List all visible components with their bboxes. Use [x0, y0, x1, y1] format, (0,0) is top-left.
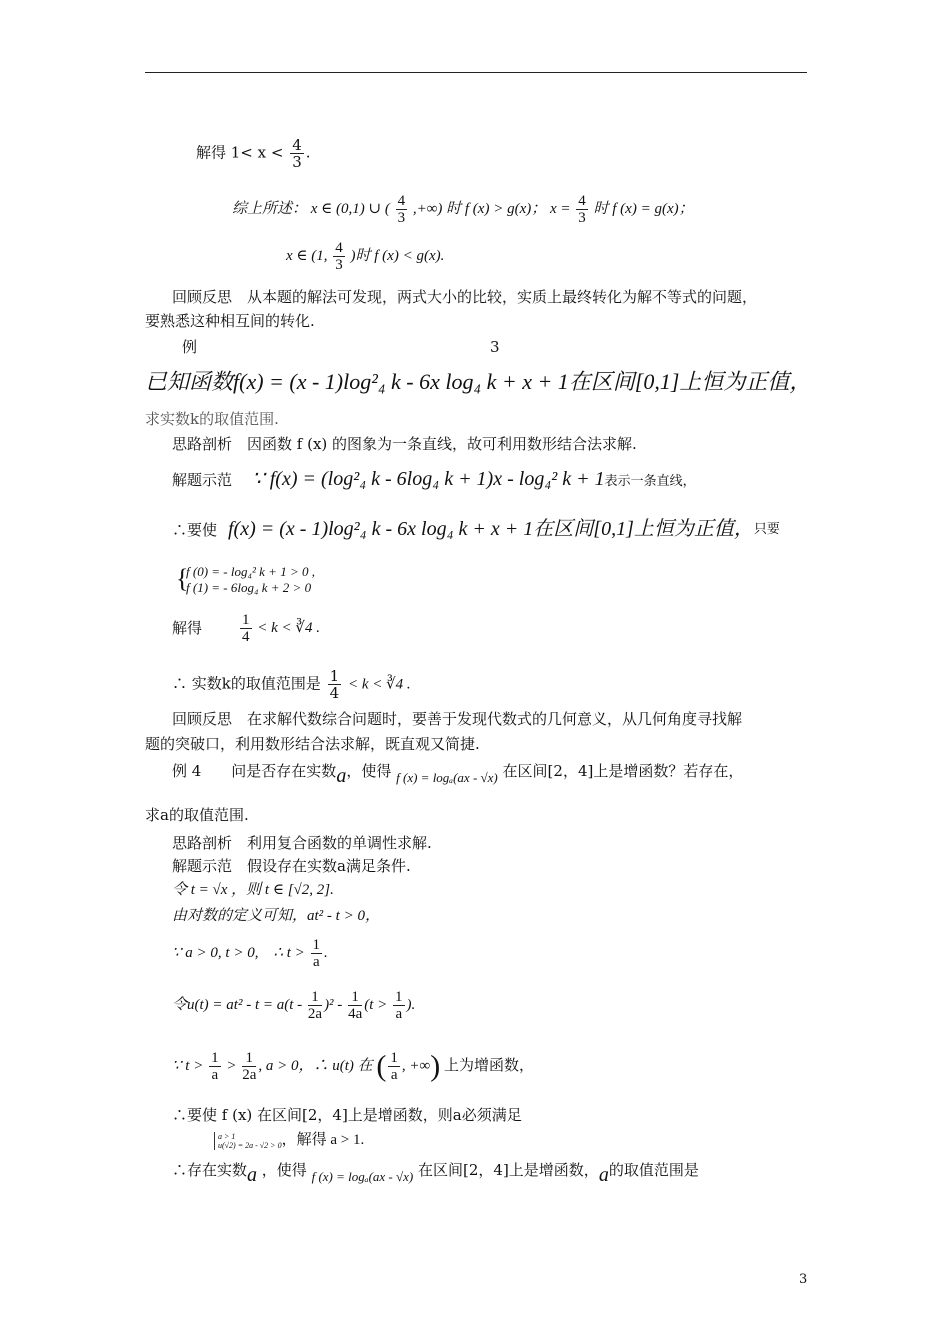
solve-text: 解得 1< x < [196, 143, 284, 162]
reflection-2b: 题的突破口，利用数形结合法求解，既直观又简捷. [145, 735, 480, 753]
ex4-text-a: 例 4 问是否存在实数 [172, 762, 337, 780]
example-4-positive: ∵ a > 0, t > 0, ∴ t > $\frac{1}{a}$ . [172, 937, 328, 970]
example-3-solution-label: 解题示范 [172, 471, 233, 489]
fraction: $\frac{1}{2a}$ [307, 989, 323, 1022]
example-4-definition: 由对数的定义可知，at² - t > 0， [172, 908, 380, 924]
fraction: $\frac{1}{2a}$ [242, 1050, 257, 1083]
reflection-2: 回顾反思 在求解代数综合问题时，要善于发现代数式的几何意义，从几何角度寻找解 [172, 710, 743, 728]
fraction: $\frac{1}{a}$ [390, 1050, 398, 1083]
inc-c: , a > 0，∴ u(t) 在 [258, 1057, 373, 1074]
example-4-u-def [172, 989, 415, 1022]
solution-tail: 表示一条直线， [604, 473, 696, 488]
need-tail: 只要 [753, 521, 780, 536]
concl-var: a [247, 1164, 258, 1186]
system-eq-1: f (0) = - log₄² k + 1 > 0 , [186, 564, 315, 579]
ex4-text-c: 在区间[2，4]上是增函数？若存在， [502, 762, 744, 780]
example-4-system [214, 1130, 364, 1150]
ex4-system-eq-1: a > 1 [218, 1131, 236, 1141]
fraction: $\frac{1}{4a}$ [348, 989, 363, 1022]
summary-line-2 [286, 240, 444, 273]
concl-a: ∴存在实数 [172, 1161, 248, 1179]
example-3-solution [252, 466, 696, 494]
example-3-system: { f (0) = - log₄² k + 1 > 0 , f (1) = - 6log₄ k + 2 > 0 [176, 564, 315, 595]
summary-text-b: ,+∞) 时 f (x) > g(x)； x = [412, 200, 571, 217]
ex4-system-eq-2: u(√2) = 2a - √2 > 0 [218, 1140, 282, 1150]
example-3-solve [238, 612, 320, 645]
reflection-1: 回顾反思 从本题的解法可发现，两式大小的比较，实质上最终转化为解不等式的问题， [172, 288, 758, 306]
example-3-question: 求实数k的取值范围. [145, 410, 279, 428]
ex4-result: ，解得 a > 1. [281, 1132, 365, 1148]
header-rule [145, 72, 807, 73]
example-3-label: 例 [182, 338, 198, 356]
example-4-conclusion [172, 1160, 699, 1188]
page-number: 3 [799, 1272, 808, 1287]
concl-d: 的取值范围是 [608, 1161, 699, 1179]
ex4-text-b: ，使得 [346, 762, 392, 780]
solve-range: < k < ∛4 . [257, 619, 320, 636]
example-4-need: ∴要使 f (x) 在区间[2，4]上是增函数，则a必须满足 [172, 1106, 522, 1124]
example-3-solve-label: 解得 [172, 619, 203, 637]
example-4-let: 令 t = √x ，则 t ∈ [√2, 2]. [172, 882, 334, 898]
inc-interval: , +∞ [401, 1057, 431, 1074]
u-def-c: (t > [364, 996, 388, 1013]
solve-line-1: 解得 1< x < $\frac{4}{3}$ . [196, 136, 311, 171]
example-4-idea: 思路剖析 利用复合函数的单调性求解. [172, 834, 432, 852]
concl-c: 在区间[2，4]上是增函数， [418, 1161, 599, 1179]
fraction: $\frac{1}{4}$ [329, 667, 340, 702]
inc-a: ∵ t > [172, 1057, 204, 1074]
fraction: $\frac{1}{a}$ [395, 989, 403, 1022]
need-formula: f(x) = (x - 1)log²₄ k - 6x log₄ k + x + 1在区间[0,1]上恒为正值， [228, 518, 754, 540]
system-eq-2: f (1) = - 6log₄ k + 2 > 0 [186, 580, 312, 595]
example-3-need [228, 516, 780, 542]
example-4-question: 求a的取值范围. [145, 806, 249, 824]
fraction: $\frac{4}{3}$ [397, 193, 406, 226]
fraction: $\frac{4}{3}$ [335, 240, 343, 273]
example-3-need-prefix: ∴要使 [172, 521, 218, 539]
summary-text-a: 综上所述： x ∈ (0,1) ∪ ( [232, 200, 390, 217]
example-4-increasing: ∵ t > $\frac{1}{a}$ > $\frac{1}{2a}$ , a > 0，∴ u(t) 在 ( $\frac{1}{a}$ , +∞) 上为增函数， [172, 1049, 535, 1083]
example-3-statement: 已知函数f(x) = (x - 1)log²₄ k - 6x log₄ k + x + 1在区间[0,1]上恒为正值， [145, 369, 812, 394]
fraction: $\frac{1}{a}$ [312, 937, 321, 970]
ex4-var-a: a [336, 765, 347, 787]
concl-var-2: a [598, 1164, 609, 1186]
answer-range: < k < ∛4 . [347, 676, 411, 693]
concl-function: f (x) = logₐ(ax - √x) [311, 1169, 414, 1184]
example-4-solution: 解题示范 假设存在实数a满足条件. [172, 857, 411, 875]
example-3-idea: 思路剖析 因函数 f (x) 的图象为一条直线，故可利用数形结合法求解. [172, 435, 637, 453]
inc-b: > [226, 1057, 237, 1074]
answer-prefix: ∴ 实数k的取值范围是 [172, 674, 321, 693]
summary-text-e: )时 f (x) < g(x). [350, 247, 445, 264]
fraction: $\frac{4}{3}$ [578, 193, 586, 226]
example-3-number: 3 [490, 338, 500, 356]
inc-end: 上为增函数， [444, 1057, 535, 1074]
summary-text-c: 时 f (x) = g(x)； [593, 200, 694, 217]
example-4-statement [172, 761, 743, 789]
u-def-d: ). [406, 996, 416, 1013]
fraction: $\frac{1}{4}$ [242, 612, 250, 645]
summary-text-d: x ∈ (1, [286, 247, 328, 264]
u-def-b: )² - [324, 996, 343, 1013]
reflection-1b: 要熟悉这种相互间的转化. [145, 312, 315, 330]
example-3-answer [172, 668, 411, 701]
summary-line [232, 193, 694, 226]
fraction: $\frac{1}{a}$ [211, 1050, 219, 1083]
ex4-function: f (x) = logₐ(ax - √x) [396, 770, 498, 785]
u-def-a: 令u(t) = at² - t = a(t - [172, 996, 303, 1013]
concl-b: ，使得 [261, 1161, 307, 1179]
fraction: $\frac{4}{3}$ [292, 136, 302, 171]
solution-formula: ∵ f(x) = (log²₄ k - 6log₄ k + 1)x - log₄² k + 1 [252, 468, 605, 490]
positive-text: ∵ a > 0, t > 0, ∴ t > [172, 944, 305, 961]
